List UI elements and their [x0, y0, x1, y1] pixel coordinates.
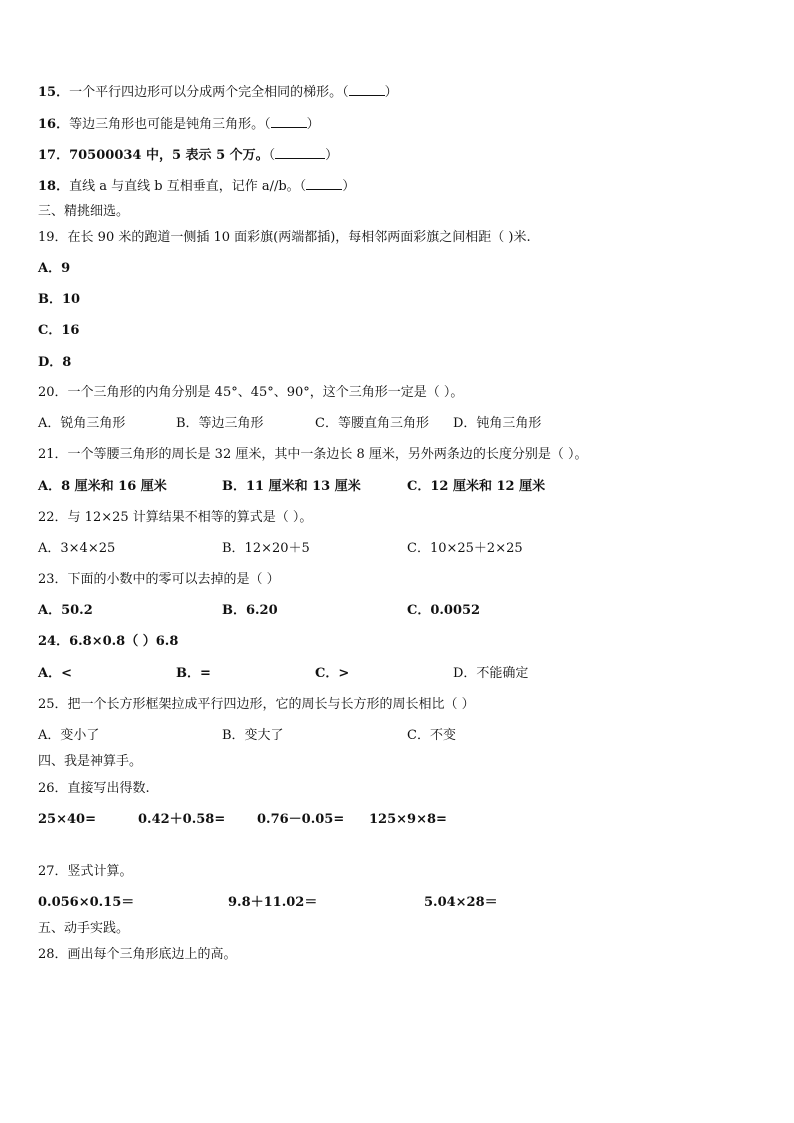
- vertical-calc-item: 9.8＋11.02＝: [228, 895, 318, 910]
- section-4-heading: 四、我是神算手。: [38, 754, 143, 769]
- question-23-stem: 23．下面的小数中的零可以去掉的是（ ）: [38, 572, 280, 587]
- option-d[interactable]: D．不能确定: [453, 666, 529, 681]
- mental-math-item: 0.42＋0.58=: [138, 812, 226, 827]
- option-a[interactable]: A．50.2: [38, 603, 93, 618]
- answer-blank[interactable]: [275, 146, 325, 159]
- option-a[interactable]: A．<: [38, 666, 72, 681]
- mental-math-item: 0.76－0.05=: [257, 812, 345, 827]
- option-c[interactable]: C．12 厘米和 12 厘米: [407, 479, 546, 494]
- option-b[interactable]: B．=: [176, 666, 211, 681]
- option-c[interactable]: C．16: [38, 323, 80, 338]
- question-22-stem: 22．与 12×25 计算结果不相等的算式是（ ）。: [38, 510, 313, 525]
- option-b[interactable]: B．6.20: [222, 603, 278, 618]
- answer-blank[interactable]: [306, 177, 342, 190]
- question-24-stem: 24．6.8×0.8（ ）6.8: [38, 634, 179, 649]
- question-26-stem: 26．直接写出得数.: [38, 781, 150, 796]
- vertical-calc-item: 5.04×28＝: [424, 895, 498, 910]
- paren-close: ）: [325, 148, 339, 163]
- option-b[interactable]: B．10: [38, 292, 81, 307]
- vertical-calc-item: 0.056×0.15＝: [38, 895, 135, 910]
- question-15: [38, 83, 398, 101]
- paren-open: （: [264, 117, 271, 132]
- option-c[interactable]: C．>: [315, 666, 350, 681]
- paren-close: ）: [384, 85, 398, 100]
- paren-close: ）: [342, 179, 356, 194]
- option-a[interactable]: A．8 厘米和 16 厘米: [38, 479, 167, 494]
- option-c[interactable]: C．10×25＋2×25: [407, 541, 523, 556]
- option-a[interactable]: A．锐角三角形: [38, 416, 126, 431]
- question-27-stem: 27．竖式计算。: [38, 864, 133, 879]
- question-25-stem: 25．把一个长方形框架拉成平行四边形，它的周长与长方形的周长相比（ ）: [38, 697, 475, 712]
- question-28-stem: 28．画出每个三角形底边上的高。: [38, 947, 237, 962]
- question-text: 一个平行四边形可以分成两个完全相同的梯形。: [69, 85, 343, 100]
- option-c[interactable]: C．0.0052: [407, 603, 481, 618]
- answer-blank[interactable]: [271, 115, 307, 128]
- paren-open: （: [299, 179, 307, 194]
- option-d[interactable]: D．钝角三角形: [453, 416, 542, 431]
- question-number: 16．: [38, 117, 70, 132]
- question-19-stem: 19．在长 90 米的跑道一侧插 10 面彩旗(两端都插)，每相邻两面彩旗之间相距（ )米.: [38, 230, 531, 245]
- section-3-heading: 三、精挑细选。: [38, 204, 130, 219]
- question-20-stem: 20．一个三角形的内角分别是 45°、45°、90°，这个三角形一定是（ ）。: [38, 385, 464, 400]
- option-d[interactable]: D．8: [38, 355, 72, 370]
- question-text: 直线 a 与直线 b 互相垂直，记作 a//b。: [69, 179, 300, 194]
- paren-open: （: [268, 148, 276, 163]
- question-number: 17．: [38, 148, 70, 163]
- question-text: 等边三角形也可能是钝角三角形。: [69, 117, 265, 132]
- option-c[interactable]: C．不变: [407, 728, 456, 743]
- question-21-stem: 21．一个等腰三角形的周长是 32 厘米，其中一条边长 8 厘米，另外两条边的长度分别是（ ）。: [38, 447, 588, 462]
- question-18: [38, 177, 355, 195]
- question-number: 15．: [38, 85, 70, 100]
- option-a[interactable]: A．变小了: [38, 728, 100, 743]
- option-a[interactable]: A．9: [38, 261, 71, 276]
- option-c[interactable]: C．等腰直角三角形: [315, 416, 429, 431]
- mental-math-item: 125×9×8=: [369, 812, 447, 827]
- option-b[interactable]: B．12×20＋5: [222, 541, 310, 556]
- answer-blank[interactable]: [349, 83, 385, 96]
- section-5-heading: 五、动手实践。: [38, 921, 130, 936]
- paren-close: ）: [306, 117, 320, 132]
- option-b[interactable]: B．等边三角形: [176, 416, 264, 431]
- option-b[interactable]: B．变大了: [222, 728, 284, 743]
- paren-open: （: [342, 85, 349, 100]
- question-number: 18．: [38, 179, 70, 194]
- question-17: [38, 146, 338, 164]
- option-b[interactable]: B．11 厘米和 13 厘米: [222, 479, 361, 494]
- option-a[interactable]: A．3×4×25: [38, 541, 116, 556]
- question-text: 70500034 中，5 表示 5 个万。: [69, 148, 269, 163]
- question-16: [38, 115, 320, 133]
- mental-math-item: 25×40=: [38, 812, 96, 827]
